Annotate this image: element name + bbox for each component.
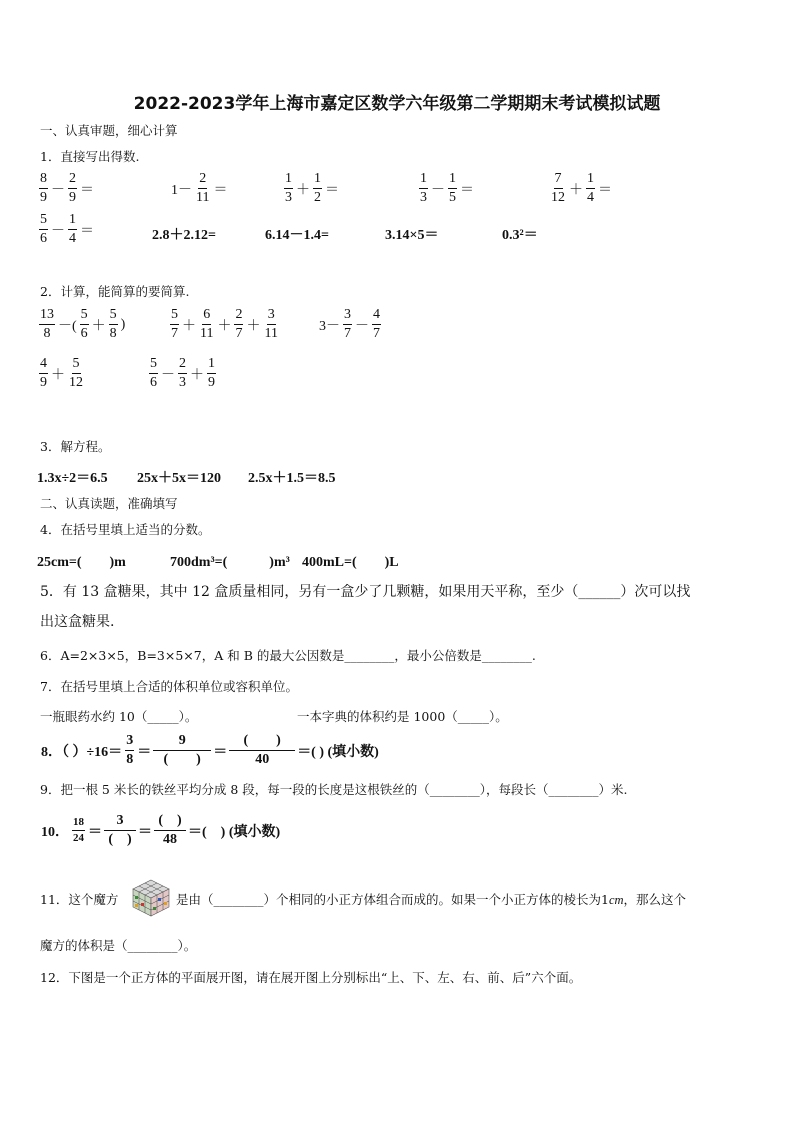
equals: ＝ bbox=[460, 182, 474, 198]
equals: ＝ bbox=[213, 744, 228, 760]
frac-den: 5 bbox=[449, 190, 456, 205]
question-11-post: ，那么这个 bbox=[623, 892, 687, 907]
q1-expr-9: 3.14×5＝ bbox=[385, 228, 439, 243]
frac-num: ( ) bbox=[229, 734, 295, 751]
question-7-a: 一瓶眼药水约 10（_____）。 bbox=[40, 709, 198, 724]
frac-num: 5 bbox=[80, 308, 89, 325]
operator: ＋ bbox=[217, 318, 232, 334]
frac-den: 9 bbox=[208, 375, 215, 390]
frac-num: 2 bbox=[178, 357, 187, 374]
rubiks-cube-icon bbox=[131, 878, 171, 918]
prefix: 10． bbox=[41, 824, 69, 840]
page-title: 2022-2023学年上海市嘉定区数学六年级第二学期期末考试模拟试题 bbox=[133, 94, 661, 114]
operator: ＋ bbox=[51, 367, 65, 383]
prefix: 1－ bbox=[171, 182, 192, 198]
frac-num: 1 bbox=[419, 172, 428, 189]
question-12: 12．下图是一个正方体的平面展开图，请在展开图上分别标出“上、下、左、右、前、后”六个面。 bbox=[40, 970, 582, 985]
frac-den: 11 bbox=[196, 190, 210, 205]
operator: ＋ bbox=[91, 318, 106, 334]
question-8 bbox=[39, 734, 381, 767]
frac-den: 48 bbox=[163, 832, 177, 847]
prefix: 8．（ ）÷16＝ bbox=[41, 744, 123, 760]
q1-expr-3 bbox=[283, 172, 341, 205]
operator: ＋ bbox=[190, 367, 204, 383]
operator: ＋ bbox=[296, 182, 310, 198]
frac-den: 12 bbox=[69, 375, 83, 390]
frac-num: 3 bbox=[125, 734, 134, 751]
frac-den: 6 bbox=[80, 326, 88, 341]
frac-num: 9 bbox=[153, 734, 211, 751]
frac-num: 4 bbox=[372, 308, 381, 325]
question-11-text: 是由（________）个相同的小正方体组合而成的。如果一个小正方体的棱长为1 bbox=[176, 892, 609, 907]
question-11-mid bbox=[176, 890, 686, 908]
question-11-line-2: 魔方的体积是（________）。 bbox=[40, 938, 197, 953]
operator: ＋ bbox=[569, 182, 583, 198]
question-5-line-2: 出这盒糖果. bbox=[40, 614, 115, 630]
frac-num: 1 bbox=[586, 172, 595, 189]
frac-num: ( ) bbox=[154, 814, 186, 831]
section-heading-1: 一、认真审题，细心计算 bbox=[40, 123, 178, 138]
operator: ＋ bbox=[182, 318, 196, 334]
question-7-b: 一本字典的体积约是 1000（_____）。 bbox=[297, 709, 508, 724]
operator: － bbox=[355, 318, 369, 334]
operator: － bbox=[161, 367, 175, 383]
frac-num: 5 bbox=[109, 308, 118, 325]
frac-num: 3 bbox=[267, 308, 276, 325]
frac-den: 9 bbox=[69, 190, 76, 205]
q4-item-1: 25cm=( )m bbox=[37, 555, 126, 570]
frac-num: 7 bbox=[554, 172, 563, 189]
frac-num: 1 bbox=[68, 213, 77, 230]
question-6: 6．A=2×3×5，B=3×5×7，A 和 B 的最大公因数是________，最小公倍数是________. bbox=[40, 648, 536, 663]
frac-den: 7 bbox=[344, 326, 351, 341]
suffix: ＝( ) (填小数) bbox=[188, 824, 281, 840]
equals: ＝ bbox=[80, 182, 94, 198]
frac-den: 8 bbox=[126, 752, 134, 767]
frac-den: ( ) bbox=[163, 752, 201, 767]
q1-expr-4 bbox=[418, 172, 476, 205]
frac-den: 8 bbox=[109, 326, 117, 341]
frac-num: 1 bbox=[448, 172, 457, 189]
frac-num: 1 bbox=[284, 172, 293, 189]
equals: ＝ bbox=[80, 223, 94, 239]
prefix: 3－ bbox=[319, 318, 340, 334]
frac-num: 5 bbox=[170, 308, 179, 325]
question-4-label: 4．在括号里填上适当的分数。 bbox=[40, 522, 211, 537]
frac-num: 3 bbox=[104, 814, 136, 831]
frac-num: 2 bbox=[198, 172, 207, 189]
q1-expr-2 bbox=[169, 172, 229, 205]
frac-num: 2 bbox=[234, 308, 243, 325]
q3-equation-2: 25x＋5x＝120 bbox=[137, 471, 221, 486]
frac-den: 8 bbox=[43, 326, 51, 341]
frac-den: 11 bbox=[264, 326, 278, 341]
q1-expr-10: 0.3²＝ bbox=[502, 228, 538, 243]
frac-num: 8 bbox=[39, 172, 48, 189]
q1-expr-8: 6.14－1.4= bbox=[265, 228, 329, 243]
q4-item-3: 400mL=( )L bbox=[302, 555, 399, 570]
question-1-label: 1．直接写出得数. bbox=[40, 149, 140, 164]
frac-den: 4 bbox=[587, 190, 594, 205]
frac-num: 3 bbox=[343, 308, 352, 325]
q1-expr-7: 2.8＋2.12= bbox=[152, 228, 216, 243]
frac-num: 5 bbox=[149, 357, 158, 374]
frac-den: 7 bbox=[373, 326, 380, 341]
frac-den: 12 bbox=[551, 190, 565, 205]
frac-den: 3 bbox=[420, 190, 427, 205]
frac-den: 4 bbox=[69, 231, 76, 246]
q4-item-2: 700dm³=( )m³ bbox=[170, 555, 290, 570]
equals: ＝ bbox=[325, 182, 339, 198]
equals: ＝ bbox=[213, 182, 228, 198]
frac-num: 6 bbox=[202, 308, 211, 325]
question-3-label: 3．解方程。 bbox=[40, 439, 111, 454]
frac-den: 11 bbox=[200, 326, 214, 341]
frac-num: 2 bbox=[68, 172, 77, 189]
frac-den: 3 bbox=[179, 375, 186, 390]
suffix: ＝( ) (填小数) bbox=[297, 744, 379, 760]
frac-den: 7 bbox=[171, 326, 178, 341]
q1-expr-6 bbox=[38, 213, 96, 246]
question-7-label: 7．在括号里填上合适的体积单位或容积单位。 bbox=[40, 679, 298, 694]
paren: ) bbox=[120, 316, 126, 332]
frac-num: 1 bbox=[207, 357, 216, 374]
q1-expr-5 bbox=[549, 172, 614, 205]
frac-den: ( ) bbox=[108, 832, 132, 847]
q2-expr-2 bbox=[169, 308, 280, 341]
q2-expr-5 bbox=[148, 357, 217, 390]
frac-num: 4 bbox=[39, 357, 48, 374]
operator: ＋ bbox=[246, 318, 261, 334]
operator: － bbox=[51, 182, 65, 198]
frac-den: 24 bbox=[73, 832, 84, 844]
equals: ＝ bbox=[137, 744, 152, 760]
frac-den: 7 bbox=[235, 326, 243, 341]
q2-expr-3 bbox=[317, 308, 382, 341]
question-10: 10． $\frac{18}{24}$ ＝ $\frac{3}{( )}$ ＝ $\frac{( )}{48}$ ＝( ) (填小数) bbox=[41, 813, 281, 847]
question-9: 9．把一根 5 米长的铁丝平均分成 8 段，每一段的长度是这根铁丝的（________），每段长（________）米. bbox=[40, 782, 628, 797]
q2-expr-4 bbox=[38, 357, 85, 390]
unit-cm: cm bbox=[608, 893, 624, 907]
frac-den: 9 bbox=[40, 375, 47, 390]
operator: － bbox=[51, 223, 65, 239]
q3-equation-1: 1.3x÷2＝6.5 bbox=[37, 471, 108, 486]
question-11-pre: 11．这个魔方 bbox=[40, 892, 119, 907]
question-2-label: 2．计算，能简算的要简算. bbox=[40, 284, 190, 299]
frac-den: 40 bbox=[255, 752, 270, 767]
frac-den: 3 bbox=[285, 190, 292, 205]
q1-expr-1 bbox=[38, 172, 96, 205]
frac-num: 18 bbox=[72, 817, 85, 831]
question-5-line-1: 5．有 13 盒糖果，其中 12 盒质量相同，另有一盒少了几颗糖，如果用天平称，至少（______）次可以找 bbox=[40, 584, 691, 600]
operator: － bbox=[431, 182, 445, 198]
frac-num: 1 bbox=[313, 172, 322, 189]
frac-num: 5 bbox=[39, 213, 48, 230]
equals: ＝ bbox=[598, 182, 612, 198]
q2-expr-1 bbox=[38, 308, 127, 341]
q3-equation-3: 2.5x＋1.5＝8.5 bbox=[248, 471, 336, 486]
frac-num: 13 bbox=[39, 308, 55, 325]
frac-num: 5 bbox=[72, 357, 81, 374]
frac-den: 2 bbox=[314, 190, 321, 205]
frac-den: 9 bbox=[40, 190, 47, 205]
frac-den: 6 bbox=[150, 375, 157, 390]
section-heading-2: 二、认真读题，准确填写 bbox=[40, 496, 178, 511]
operator: －( bbox=[58, 318, 77, 334]
frac-den: 6 bbox=[40, 231, 47, 246]
